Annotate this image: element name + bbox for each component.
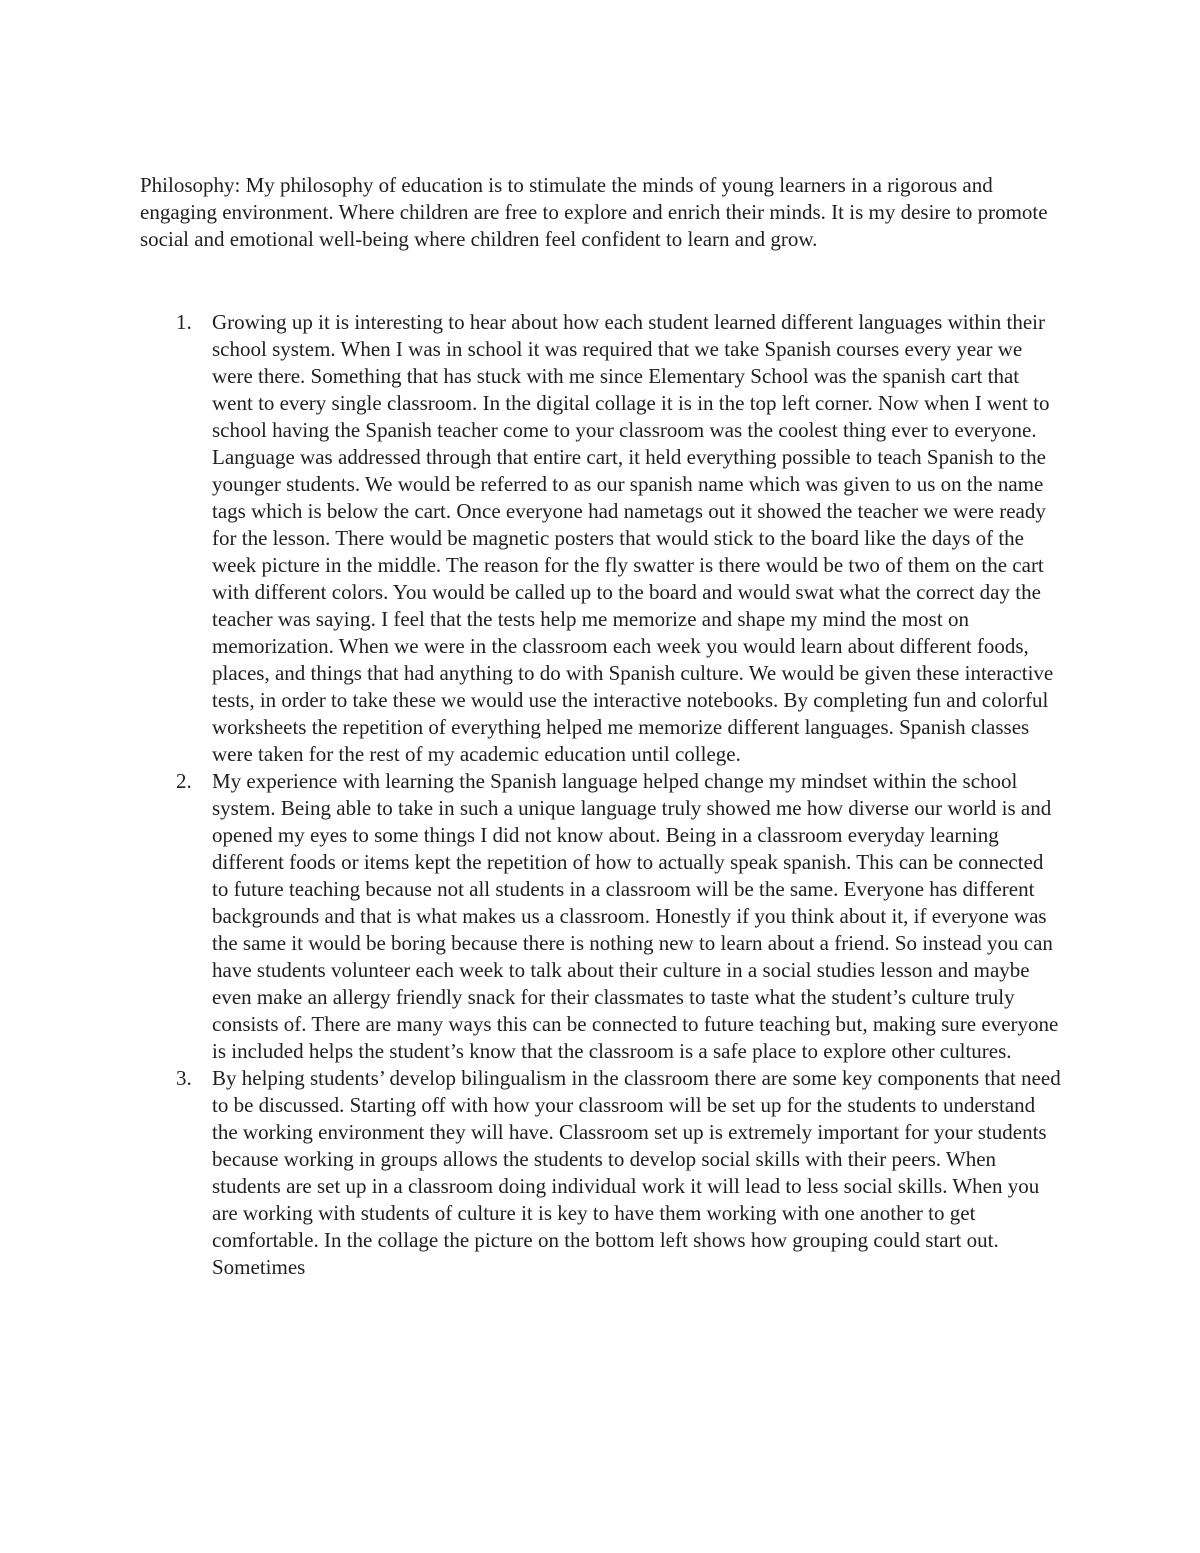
list-item-text: Growing up it is interesting to hear about how each student learned different languages within their school system. When I was in school it was required that we take Spanish courses every year we were there. Something that has stuck with me since Elementary School was the spanish cart that went to every single classroom. In the digital collage it is in the top left corner. Now when I went to school having the Spanish teacher come to your classroom was the coolest thing ever to everyone. Language was addressed through that entire cart, it held everything possible to teach Spanish to the younger students. We would be referred to as our spanish name which was given to us on the name tags which is below the cart. Once everyone had nametags out it showed the teacher we were ready for the lesson. There would be magnetic posters that would stick to the board like the days of the week picture in the middle. The reason for the fly swatter is there would be two of them on the cart with different colors. You would be called up to the board and would swat what the correct day the teacher was saying. I feel that the tests help me memorize and shape my mind the most on memorization. When we were in the classroom each week you would learn about different foods, places, and things that had anything to do with Spanish culture. We would be given these interactive tests, in order to take these we would use the interactive notebooks. By completing fun and colorful worksheets the repetition of everything helped me memorize different languages. Spanish classes were taken for the rest of my academic education until college. xyxy=(212,310,1054,766)
list-item-1 xyxy=(140,309,1070,768)
philosophy-paragraph: Philosophy: My philosophy of education is to stimulate the minds of young learners in a rigorous and engaging environment. Where children are free to explore and enrich their minds. It is my desire to promote social and emotional well-being where children feel confident to learn and grow. xyxy=(140,173,1048,251)
list-item-3 xyxy=(140,1065,1070,1281)
list-item-number: 3. xyxy=(176,1066,192,1090)
list-item-text: My experience with learning the Spanish language helped change my mindset within the school system. Being able to take in such a unique language truly showed me how diverse our world is and opened my eyes to some things I did not know about. Being in a classroom everyday learning different foods or items kept the repetition of how to actually speak spanish. This can be connected to future teaching because not all students in a classroom will be the same. Everyone has different backgrounds and that is what makes us a classroom. Honestly if you think about it, if everyone was the same it would be boring because there is nothing new to learn about a friend. So instead you can have students volunteer each week to talk about their culture in a social studies lesson and maybe even make an allergy friendly snack for their classmates to taste what the student’s culture truly consists of. There are many ways this can be connected to future teaching but, making sure everyone is included helps the student’s know that the classroom is a safe place to explore other cultures. xyxy=(212,769,1059,1063)
list-item-number: 1. xyxy=(176,310,192,334)
list-item-2 xyxy=(140,768,1070,1065)
numbered-list xyxy=(140,309,1070,1281)
list-item-number: 2. xyxy=(176,769,192,793)
list-item-text: By helping students’ develop bilingualism in the classroom there are some key components that need to be discussed. Starting off with how your classroom will be set up for the students to understand the working environment they will have. Classroom set up is extremely important for your students because working in groups allows the students to develop social skills with their peers. When students are set up in a classroom doing individual work it will lead to less social skills. When you are working with students of culture it is key to have them working with one another to get comfortable. In the collage the picture on the bottom left shows how grouping could start out. Sometimes xyxy=(212,1066,1061,1279)
